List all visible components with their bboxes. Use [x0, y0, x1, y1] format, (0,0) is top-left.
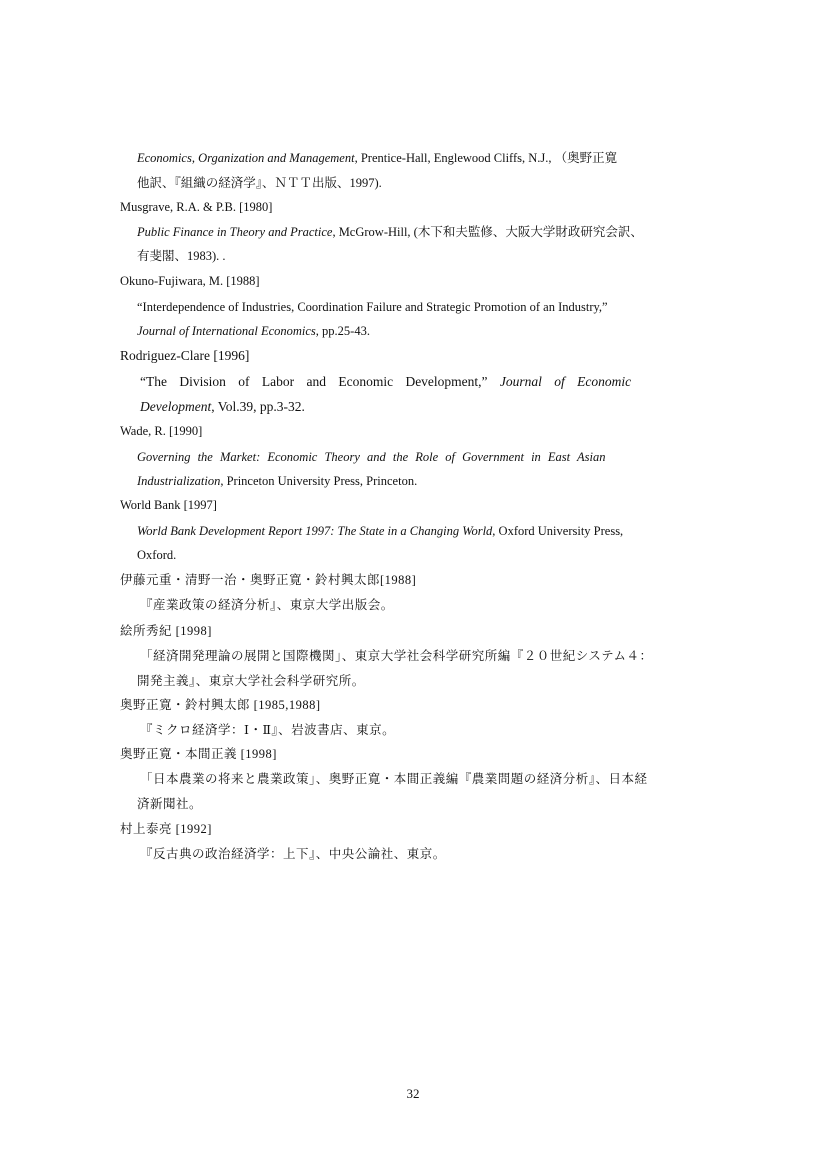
reference-line: 済新聞社。 [137, 797, 203, 811]
reference-heading: World Bank [1997] [120, 498, 217, 512]
reference-heading: 奥野正寛・本間正義 [1998] [120, 747, 277, 761]
reference-heading: Okuno-Fujiwara, M. [1988] [120, 274, 260, 288]
reference-line: Journal of International Economics, pp.25-43. [137, 324, 370, 338]
reference-heading: Wade, R. [1990] [120, 424, 203, 438]
reference-heading: Musgrave, R.A. & P.B. [1980] [120, 200, 273, 214]
reference-line: Industrialization, Princeton University Press, Princeton. [137, 474, 418, 488]
reference-line: Oxford. [137, 548, 177, 562]
reference-heading: Rodriguez-Clare [1996] [120, 348, 250, 363]
reference-line: Economics, Organization and Management, Prentice-Hall, Englewood Cliffs, N.J., （奥野正寛 [137, 151, 618, 165]
reference-line: 『ミクロ経済学：Ⅰ・Ⅱ』、岩波書店、東京。 [140, 723, 396, 737]
reference-line: Development, Vol.39, pp.3-32. [140, 399, 305, 414]
reference-heading: 奥野正寛・鈴村興太郎 [1985,1988] [120, 698, 321, 712]
reference-line: 他訳、『組織の経済学』、ＮＴＴ出版、1997). [137, 176, 382, 190]
reference-line: “Interdependence of Industries, Coordination Failure and Strategic Promotion of an Industry,” [137, 300, 608, 314]
reference-line: 有斐閣、1983). . [137, 249, 226, 263]
reference-line: World Bank Development Report 1997: The State in a Changing World, Oxford University Press, [137, 524, 624, 538]
reference-line: Governing the Market: Economic Theory and the Role of Government in East Asian [137, 450, 606, 464]
reference-line: 開発主義』、東京大学社会科学研究所。 [137, 674, 365, 688]
reference-line: 「経済開発理論の展開と国際機関」、東京大学社会科学研究所編『２０世紀システム４： [140, 649, 653, 663]
reference-line: “The Division of Labor and Economic Development,” Journal of Economic [140, 374, 632, 389]
reference-line: 『産業政策の経済分析』、東京大学出版会。 [140, 598, 394, 612]
reference-line: 『反古典の政治経済学：上下』、中央公論社、東京。 [140, 847, 446, 861]
page-number: 32 [406, 1086, 420, 1101]
reference-heading: 絵所秀紀 [1998] [120, 624, 212, 638]
reference-line: Public Finance in Theory and Practice, McGrow-Hill, (木下和夫監修、大阪大学財政研究会訳、 [137, 225, 643, 239]
reference-heading: 村上泰亮 [1992] [120, 822, 212, 836]
reference-heading: 伊藤元重・清野一治・奥野正寛・鈴村興太郎[1988] [120, 573, 417, 587]
reference-line: 「日本農業の将来と農業政策」、奥野正寛・本間正義編『農業問題の経済分析』、日本経 [140, 772, 648, 786]
